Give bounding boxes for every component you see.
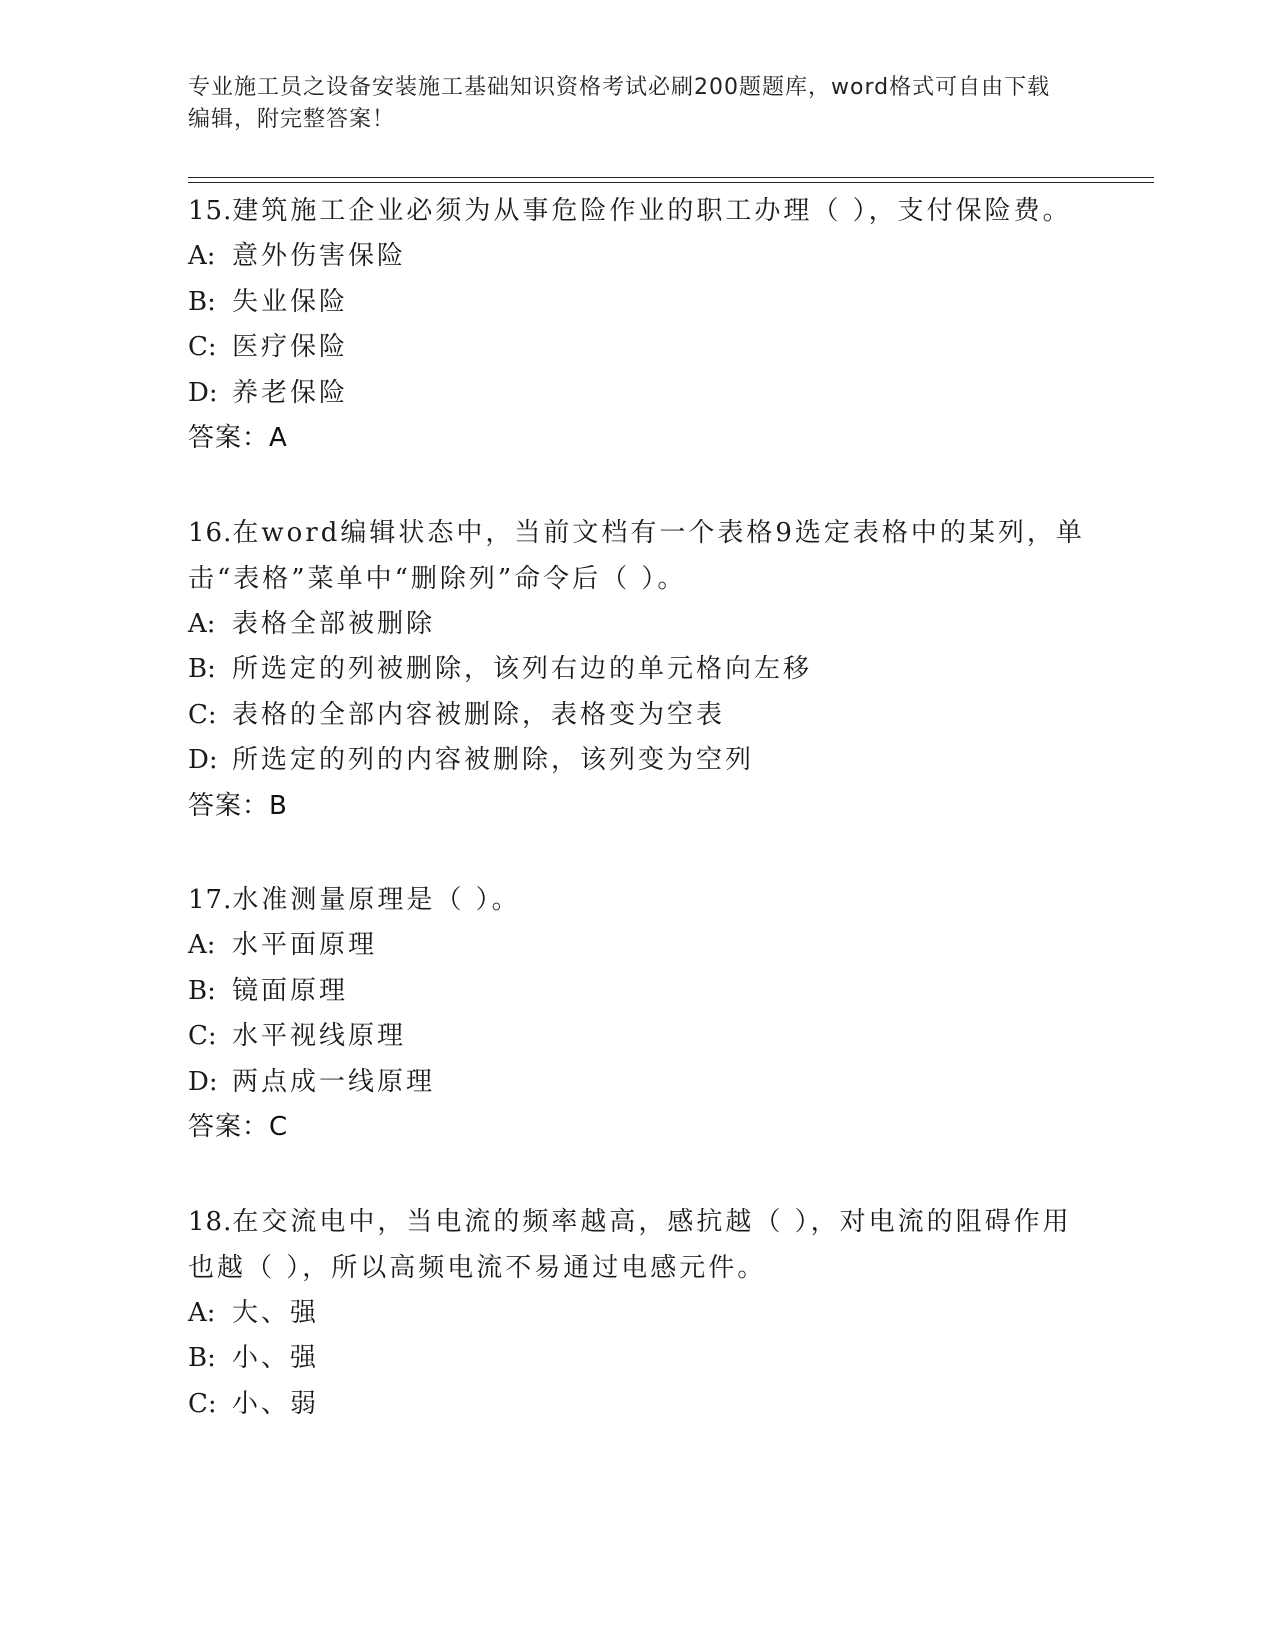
option-key: B: (188, 286, 216, 317)
question-text: 在交流电中，当电流的频率越高，感抗越（ ），对电流的阻碍作用也越（ ），所以高频电流不易通过电感元件。 (188, 1206, 1072, 1283)
question-18 (188, 1199, 1088, 1428)
option-text: 意外伤害保险 (232, 241, 407, 271)
option-b (188, 280, 1088, 326)
option-key: B: (188, 975, 216, 1006)
option-key: B: (188, 654, 216, 684)
option-b (188, 969, 1088, 1015)
answer-line: 答案：A (188, 423, 288, 453)
option-text: 镜面原理 (232, 975, 349, 1006)
option-key: C: (188, 1388, 217, 1419)
option-key: A: (188, 241, 216, 271)
answer-line: 答案：C (188, 1112, 289, 1142)
option-a (188, 1291, 1088, 1337)
option-key: C: (188, 332, 217, 362)
option-a (188, 234, 1088, 280)
option-text: 小、强 (232, 1343, 320, 1373)
option-text: 医疗保险 (232, 332, 349, 362)
option-b (188, 1336, 1088, 1382)
question-list (188, 188, 1088, 1427)
question-text: 水准测量原理是（ ）。 (232, 885, 521, 915)
option-key: C: (188, 1021, 217, 1051)
option-key: A: (188, 1297, 216, 1328)
option-a (188, 602, 1088, 648)
option-c (188, 1382, 1088, 1428)
option-d (188, 738, 1088, 784)
header-divider-bottom (188, 182, 1154, 183)
header-divider-top (188, 177, 1154, 178)
option-text: 所选定的列被删除，该列右边的单元格向左移 (232, 654, 813, 684)
question-number: 15. (188, 196, 233, 226)
answer-line: 答案：B (188, 790, 288, 821)
option-text: 水平面原理 (232, 930, 378, 960)
option-text: 水平视线原理 (232, 1021, 407, 1051)
option-key: D: (188, 377, 218, 408)
option-d (188, 371, 1088, 417)
question-17 (188, 877, 1088, 1151)
option-key: B: (188, 1343, 216, 1373)
question-15 (188, 188, 1088, 462)
option-text: 大、强 (232, 1297, 320, 1328)
option-key: C: (188, 699, 217, 730)
option-key: D: (188, 1066, 218, 1097)
option-text: 所选定的列的内容被删除，该列变为空列 (232, 745, 755, 775)
question-number: 18. (188, 1206, 233, 1237)
option-d (188, 1060, 1088, 1106)
option-key: A: (188, 608, 216, 639)
question-number: 17. (188, 885, 233, 915)
option-key: A: (188, 930, 216, 960)
question-stem (188, 1199, 1088, 1291)
option-text: 小、弱 (232, 1388, 320, 1419)
question-text: 在word编辑状态中，当前文档有一个表格9选定表格中的某列，单击“表格”菜单中“删除列”命令后（ ）。 (188, 517, 1085, 594)
option-b (188, 647, 1088, 693)
document-header: 专业施工员之设备安装施工基础知识资格考试必刷200题题库，word格式可自由下载编辑，附完整答案！ (188, 75, 1051, 132)
question-stem (188, 877, 1088, 923)
question-stem (188, 188, 1088, 234)
question-16 (188, 510, 1088, 830)
option-text: 失业保险 (232, 286, 349, 317)
option-c (188, 693, 1088, 739)
option-c (188, 1014, 1088, 1060)
option-key: D: (188, 745, 218, 775)
question-text: 建筑施工企业必须为从事危险作业的职工办理（ ），支付保险费。 (232, 196, 1072, 226)
option-text: 表格的全部内容被删除，表格变为空表 (232, 699, 726, 730)
option-c (188, 325, 1088, 371)
question-number: 16. (188, 517, 233, 548)
option-a (188, 923, 1088, 969)
option-text: 养老保险 (232, 377, 349, 408)
option-text: 两点成一线原理 (232, 1066, 436, 1097)
option-text: 表格全部被删除 (232, 608, 436, 639)
question-stem (188, 510, 1088, 602)
